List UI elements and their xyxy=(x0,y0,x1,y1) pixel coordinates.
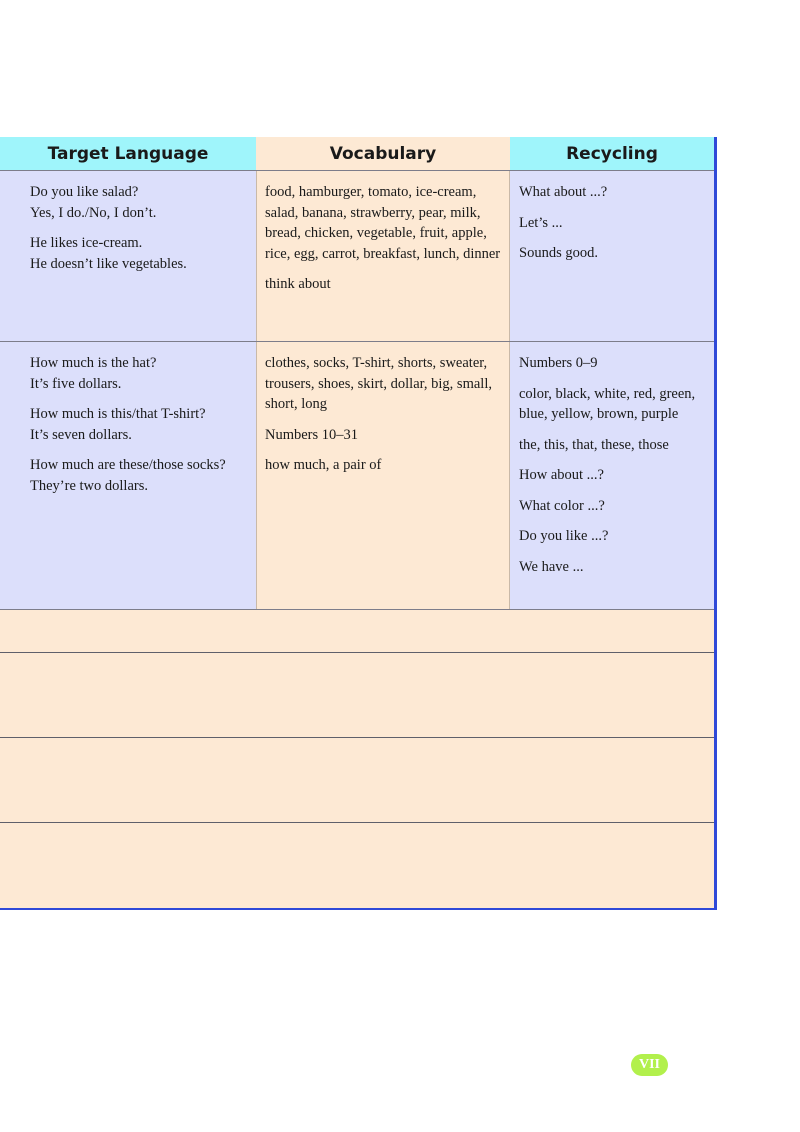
target-language-cell xyxy=(0,342,256,609)
target-language-cell xyxy=(0,171,256,341)
blank-row xyxy=(0,610,714,653)
blank-row xyxy=(0,823,714,866)
curriculum-table xyxy=(0,137,717,910)
vocabulary-item: food, hamburger, tomato, ice-cream, salad, banana, strawberry, pear, milk, bread, chicken, vegetable, fruit, apple, rice, egg, carrot, breakfast, lunch, dinner xyxy=(265,184,501,262)
recycling-item: Numbers 0–9 xyxy=(519,355,598,371)
answer-line: They’re two dollars. xyxy=(30,477,148,494)
table-row xyxy=(0,342,714,610)
target-language-item xyxy=(30,233,256,274)
page-number-badge: VII xyxy=(631,1054,668,1076)
blank-row xyxy=(0,865,714,908)
recycling-item: Sounds good. xyxy=(519,245,598,261)
blank-row xyxy=(0,653,714,696)
vocabulary-item: think about xyxy=(265,276,331,292)
sentence-line: He doesn’t like vegetables. xyxy=(30,255,187,272)
recycling-cell xyxy=(510,171,714,341)
blank-row xyxy=(0,780,714,823)
recycling-item: What about ...? xyxy=(519,184,608,200)
vocabulary-item: clothes, socks, T-shirt, shorts, sweater, trousers, shoes, skirt, dollar, big, small, short, long xyxy=(265,355,492,412)
recycling-item: color, black, white, red, green, blue, yellow, brown, purple xyxy=(519,385,696,422)
target-language-item xyxy=(30,353,256,394)
vocabulary-item: how much, a pair of xyxy=(265,457,382,473)
answer-line: Yes, I do./No, I don’t. xyxy=(30,204,157,221)
recycling-item: the, this, that, these, those xyxy=(519,436,669,453)
header-vocabulary: Vocabulary xyxy=(256,137,510,171)
question-line: How much is the hat? xyxy=(30,355,157,371)
table-row xyxy=(0,171,714,342)
vocabulary-cell xyxy=(256,171,510,341)
vocabulary-item: Numbers 10–31 xyxy=(265,426,359,443)
table-header xyxy=(0,137,714,171)
blank-row xyxy=(0,738,714,781)
header-target-language: Target Language xyxy=(0,137,256,171)
question-line: How much is this/that T-shirt? xyxy=(30,406,206,422)
recycling-item: We have ... xyxy=(519,558,584,575)
target-language-item xyxy=(30,455,256,496)
blank-row xyxy=(0,695,714,738)
target-language-item xyxy=(30,404,256,445)
question-line: Do you like salad? xyxy=(30,184,139,200)
recycling-item: How about ...? xyxy=(519,467,604,483)
answer-line: It’s five dollars. xyxy=(30,375,122,392)
header-recycling: Recycling xyxy=(510,137,714,171)
sentence-line: He likes ice-cream. xyxy=(30,235,143,251)
recycling-item: Do you like ...? xyxy=(519,528,609,544)
target-language-item xyxy=(30,182,256,223)
answer-line: It’s seven dollars. xyxy=(30,426,132,443)
question-line: How much are these/those socks? xyxy=(30,457,226,473)
vocabulary-cell xyxy=(256,342,510,609)
recycling-item: What color ...? xyxy=(519,497,605,514)
recycling-item: Let’s ... xyxy=(519,214,563,231)
recycling-cell xyxy=(510,342,714,609)
